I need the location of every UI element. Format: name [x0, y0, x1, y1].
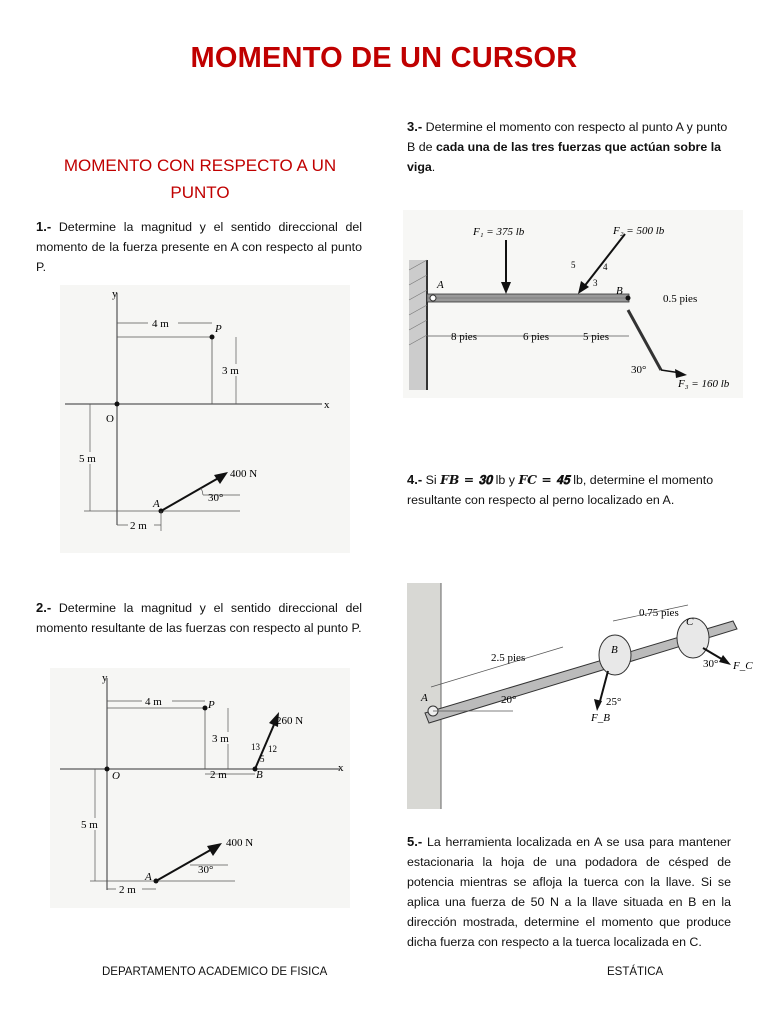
p2-angle: 30° [198, 864, 214, 876]
problem-2-body: Determine la magnitud y el sentido direccional del momento resultante de las fuerzas con respecto al punto P. [36, 601, 362, 635]
p4-label-c: C [686, 616, 694, 628]
p3-d2: 6 pies [523, 331, 549, 343]
problem-3-body-end: . [431, 160, 436, 174]
p4-a2: 25° [606, 696, 622, 708]
p2-slope-13: 13 [251, 742, 260, 752]
p1-force: 400 N [230, 468, 258, 480]
p4-d1: 0.75 pies [639, 607, 679, 619]
problem-3-text [407, 117, 733, 177]
p2-dim-2m-a: 2 m [119, 884, 136, 896]
p1-label-y: y [112, 288, 118, 300]
p1-dim-5m: 5 m [79, 453, 96, 465]
footer-left: DEPARTAMENTO ACADEMICO DE FISICA [102, 966, 328, 978]
p1-dim-4m: 4 m [152, 318, 169, 330]
p4-fc: F_C [733, 660, 753, 672]
p3-label-b: B [616, 285, 623, 297]
p4-a3: 30° [703, 658, 719, 670]
problem-3-body-start: Determine el momento con respecto al punto A y punto B de [407, 120, 728, 154]
p2-label-y: y [102, 672, 108, 684]
p2-slope-12: 12 [268, 744, 277, 754]
p1-dim-2m: 2 m [130, 520, 147, 532]
section-title: MOMENTO CON RESPECTO A UN PUNTO [63, 156, 337, 202]
p3-f3: F₃ = 160 lb [678, 378, 730, 390]
p1-label-p: P [215, 323, 222, 335]
p2-dim-4m: 4 m [145, 696, 162, 708]
p1-dim-3m: 3 m [222, 365, 239, 377]
problem-1-figure [60, 285, 350, 553]
page-title: MOMENTO DE UN CURSOR [190, 42, 578, 74]
problem-2-figure [50, 668, 350, 908]
problem-4-end: lb, determine el momento resultante con respecto al perno localizado en A. [407, 473, 714, 507]
p2-dim-5m: 5 m [81, 819, 98, 831]
p4-label-a: A [421, 692, 428, 704]
problem-5-text [407, 832, 731, 952]
problem-4-text [407, 470, 737, 510]
p2-label-b: B [256, 769, 263, 781]
problem-3-body-bold: cada una de las tres fuerzas que actúan sobre la viga [407, 140, 722, 174]
p3-d1: 8 pies [451, 331, 477, 343]
p2-force-a: 400 N [226, 837, 254, 849]
problem-2-number: 2.- [36, 600, 52, 615]
p4-fb: F_B [591, 712, 610, 724]
problem-3-number: 3.- [407, 119, 423, 134]
p2-label-a: A [145, 871, 152, 883]
problem-4-figure [403, 583, 753, 809]
p3-d4: 0.5 pies [663, 293, 698, 305]
p4-label-b: B [611, 644, 618, 656]
p1-label-o: O [106, 413, 114, 425]
problem-5-body: La herramienta localizada en A se usa para mantener estacionaria la hoja de una podadora de césped de potencia mientras se afloja la tuerca con la llave. Si se aplica una fuerza de 50 N a la llave situada en B en la dirección mostrada, determine el momento que produce dicha fuerza con respecto a la tuerca localizada en C. [407, 835, 731, 949]
problem-4-number: 4.- [407, 472, 423, 487]
p3-angle: 30° [631, 364, 647, 376]
p3-slope-3: 3 [593, 278, 598, 288]
problem-4-mid: lb y [495, 473, 515, 487]
p3-label-a: A [437, 279, 444, 291]
problem-1-number: 1.- [36, 219, 52, 234]
p1-label-a: A [153, 498, 160, 510]
footer-right: ESTÁTICA [607, 966, 664, 978]
p4-a1: 20° [501, 694, 517, 706]
problem-4-fb: 𝑭𝑩 = 𝟑𝟎 [440, 472, 493, 487]
p4-d2: 2.5 pies [491, 652, 526, 664]
p3-d3: 5 pies [583, 331, 609, 343]
problem-1-text [36, 217, 362, 277]
p3-slope-5: 5 [571, 260, 576, 270]
p2-force-b: 260 N [276, 715, 304, 727]
p2-dim-2m-b: 2 m [210, 769, 227, 781]
problem-1-body: Determine la magnitud y el sentido direccional del momento de la fuerza presente en A con respecto al punto P. [36, 220, 362, 274]
problem-4-fc: 𝑭𝑪 = 𝟒𝟓 [518, 472, 570, 487]
p2-label-p: P [208, 699, 215, 711]
p2-label-o: O [112, 770, 120, 782]
problem-3-figure [403, 210, 743, 398]
p2-label-x: x [338, 762, 344, 774]
p1-angle: 30° [208, 492, 224, 504]
p3-slope-4: 4 [603, 262, 608, 272]
p3-f1: F₁ = 375 lb [473, 226, 525, 238]
p2-dim-3m: 3 m [212, 733, 229, 745]
p3-f2: F₂ = 500 lb [613, 225, 665, 237]
problem-5-number: 5.- [407, 834, 423, 849]
problem-4-si: Si [425, 473, 437, 487]
p2-slope-5: 5 [260, 754, 265, 764]
problem-2-text [36, 598, 362, 638]
p1-label-x: x [324, 399, 330, 411]
